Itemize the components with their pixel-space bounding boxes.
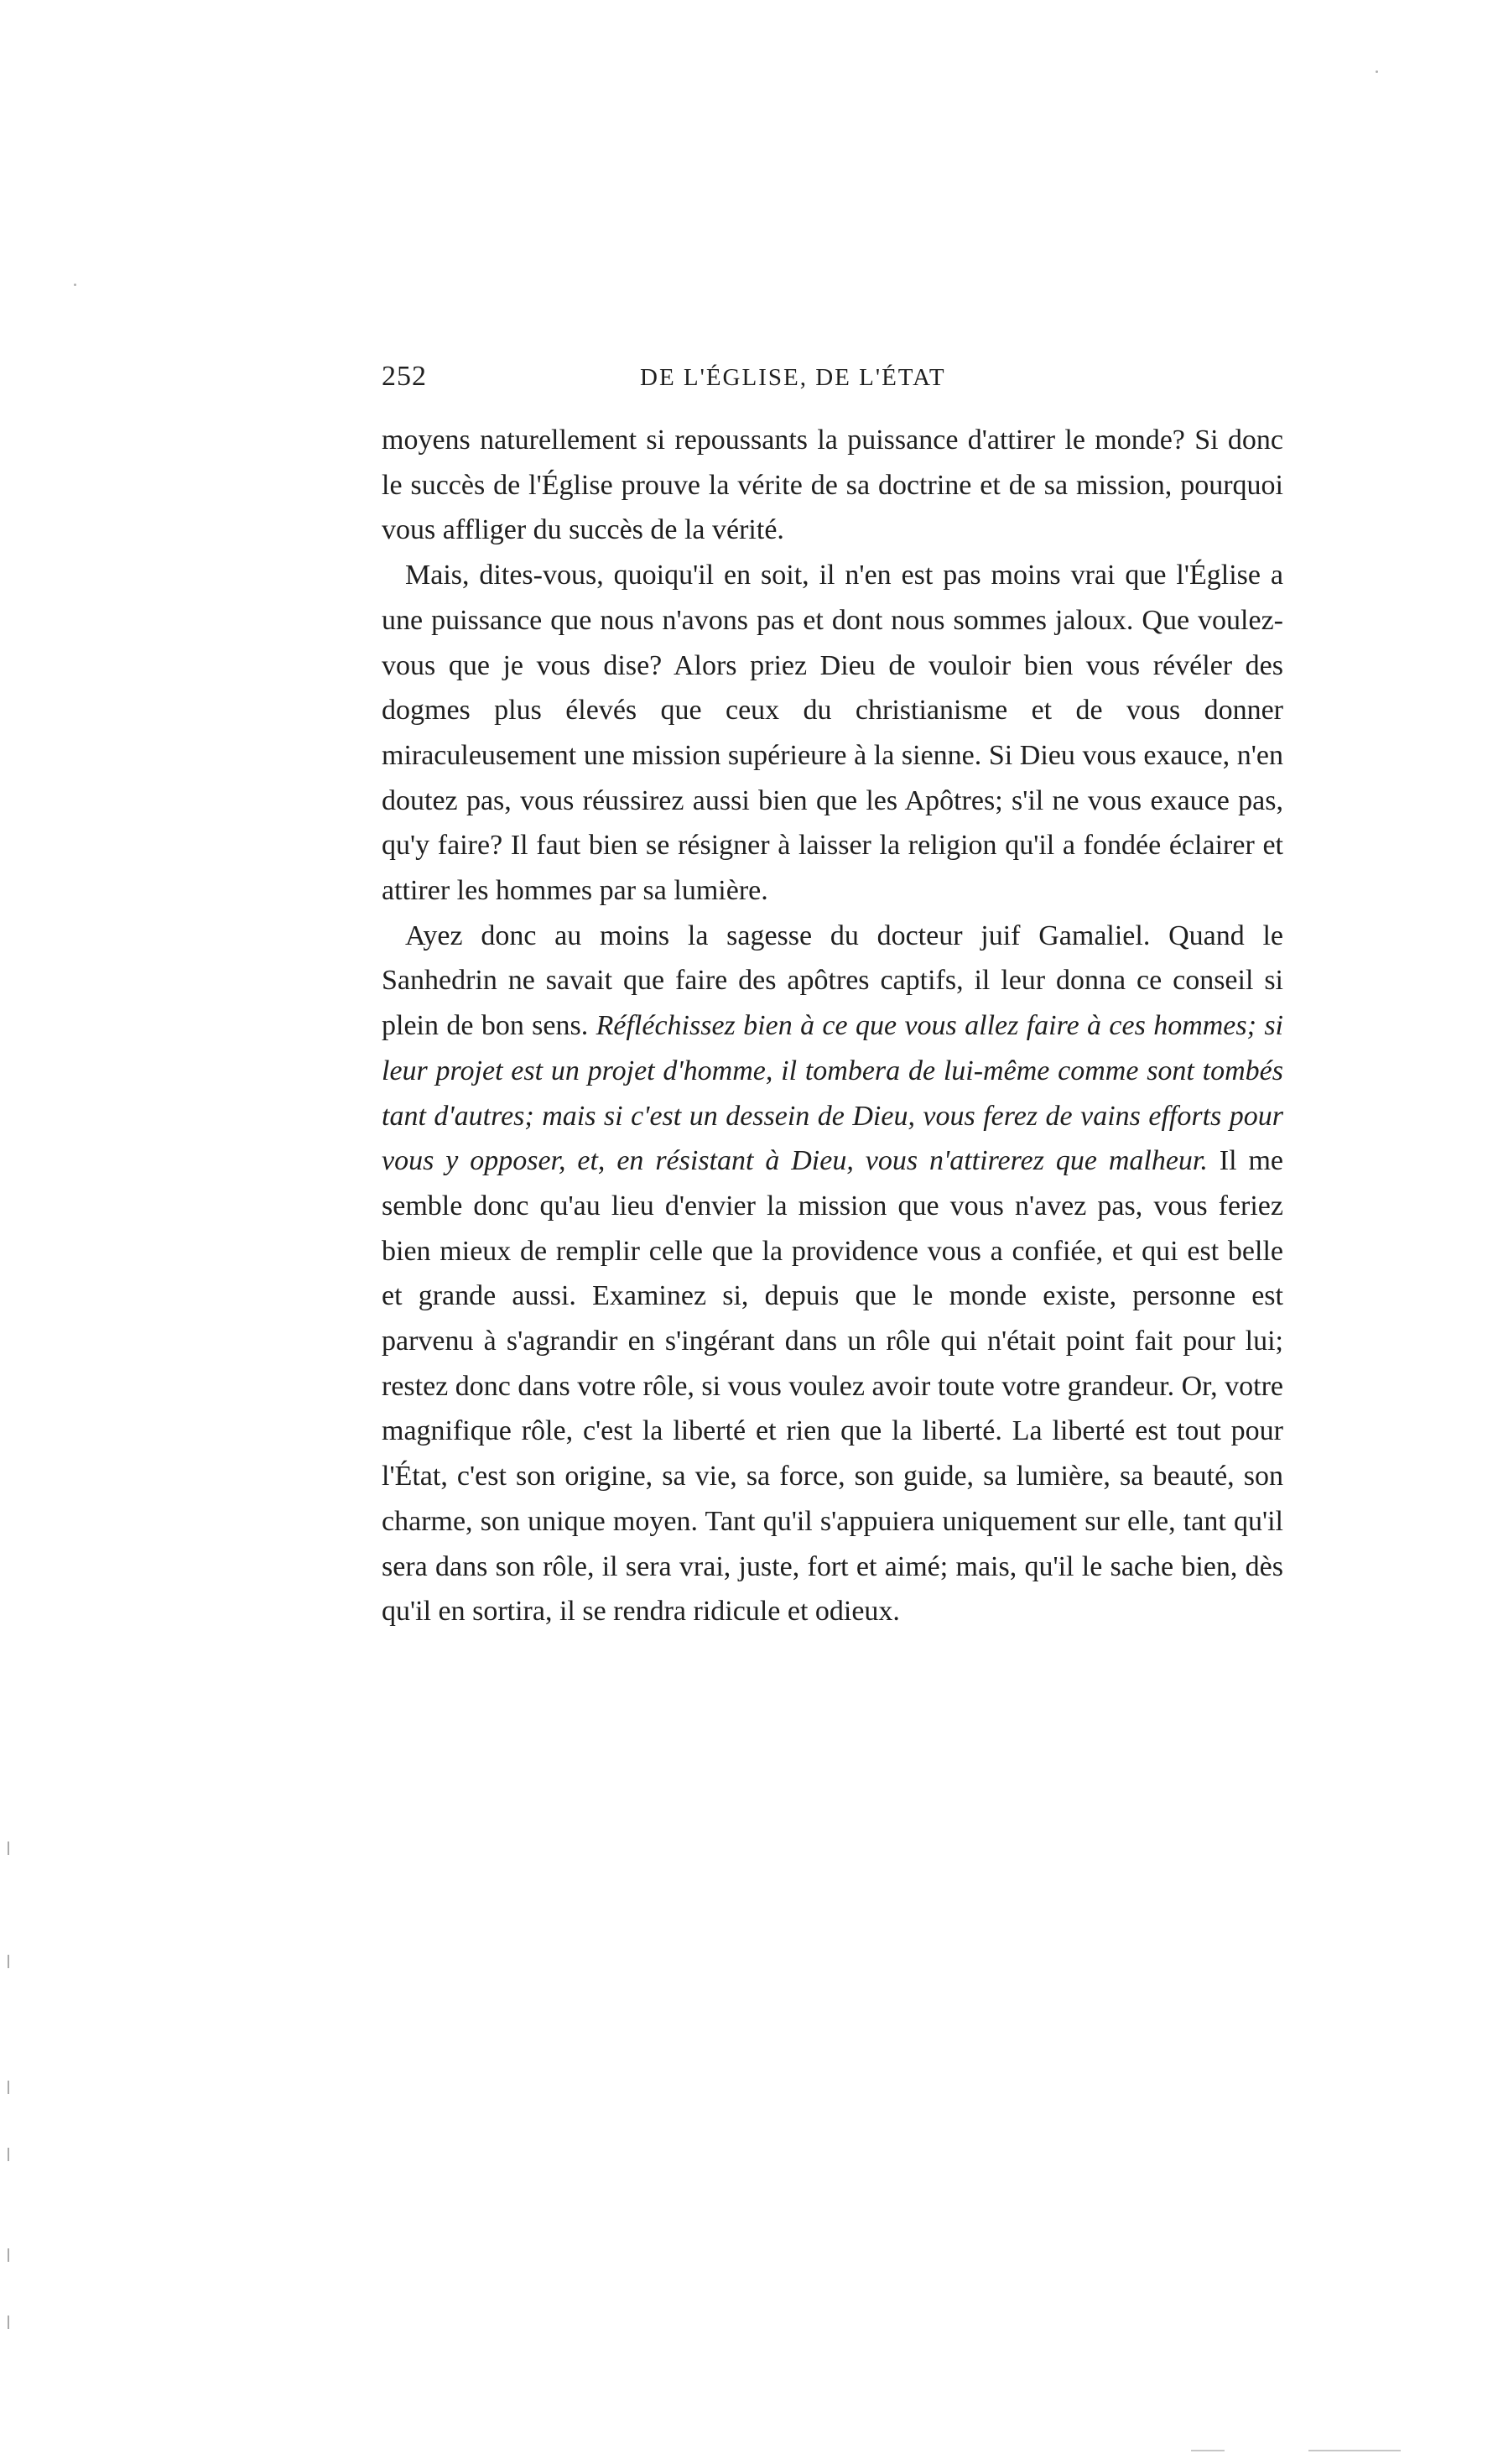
running-head — [382, 361, 1283, 411]
paragraph-2: Mais, dites-vous, quoiqu'il en soit, il n'en est pas moins vrai que l'Église a une puissance que nous n'avons pas et dont nous sommes jaloux. Que voulez-vous que je vous dise? Alors priez Dieu de vouloir bien vous révéler des dogmes plus élevés que ceux du christianisme et de vous donner miraculeusement une mission supérieure à la sienne. Si Dieu vous exauce, n'en doutez pas, vous réussirez aussi bien que les Apôtres; s'il ne vous exauce pas, qu'y faire? Il faut bien se résigner à laisser la religion qu'il a fondée éclairer et attirer les hommes par sa lumière. — [382, 560, 1283, 907]
text-block — [382, 361, 1283, 1634]
margin-mark — [8, 2316, 9, 2329]
margin-mark — [8, 2081, 9, 2094]
margin-mark — [8, 1841, 9, 1855]
margin-mark — [8, 1955, 9, 1968]
margin-mark — [8, 2148, 9, 2161]
paragraph-3-intro: Ayez donc au moins la sagesse du docteur juif Gamaliel. Quand le Sanhedrin ne savait que faire des apôtres captifs, il leur donna ce conseil si plein de bon sens. — [382, 919, 1283, 1042]
scan-speck — [1376, 70, 1378, 73]
paragraph-3-conclusion: Il me semble donc qu'au lieu d'envier la mission que vous n'avez pas, vous feriez bien mieux de remplir celle que la providence vous a confiée, et qui est belle et grande aussi. Examinez si, depuis que le monde existe, personne est parvenu à s'agrandir en s'ingérant dans un rôle qui n'était point fait pour lui; restez donc dans votre rôle, si vous voulez avoir toute votre grandeur. Or, votre magnifique rôle, c'est la liberté et rien que la liberté. La liberté est tout pour l'État, c'est son origine, sa vie, sa force, son guide, sa lumière, sa beauté, son charme, son unique moyen. Tant qu'il s'appuiera uniquement sur elle, tant qu'il sera dans son rôle, il sera vrai, juste, fort et aimé; mais, qu'il le sache bien, dès qu'il en sortira, il se rendra ridicule et odieux. — [382, 1145, 1283, 1628]
page-number: 252 — [382, 361, 427, 392]
scan-edge-mark — [1308, 2450, 1401, 2451]
running-title: DE L'ÉGLISE, DE L'ÉTAT — [640, 364, 946, 391]
paragraph-3 — [382, 914, 1283, 1634]
scan-speck — [74, 284, 76, 286]
scan-edge-mark — [1191, 2450, 1225, 2451]
margin-mark — [8, 2248, 9, 2262]
paragraph-1: moyens naturellement si repoussants la puissance d'attirer le monde? Si donc le succès de l'Église prouve la vérite de sa doctrine et de sa mission, pourquoi vous affliger du succès de la vérité. — [382, 425, 1283, 546]
gamaliel-quote: Réfléchissez bien à ce que vous allez faire à ces hommes; si leur projet est un projet d'homme, il tombera de lui-même comme sont tombés tant d'autres; mais si c'est un dessein de Dieu, vous ferez de vains efforts pour vous y opposer, et, en résistant à Dieu, vous n'attirerez que malheur. — [382, 1010, 1284, 1177]
